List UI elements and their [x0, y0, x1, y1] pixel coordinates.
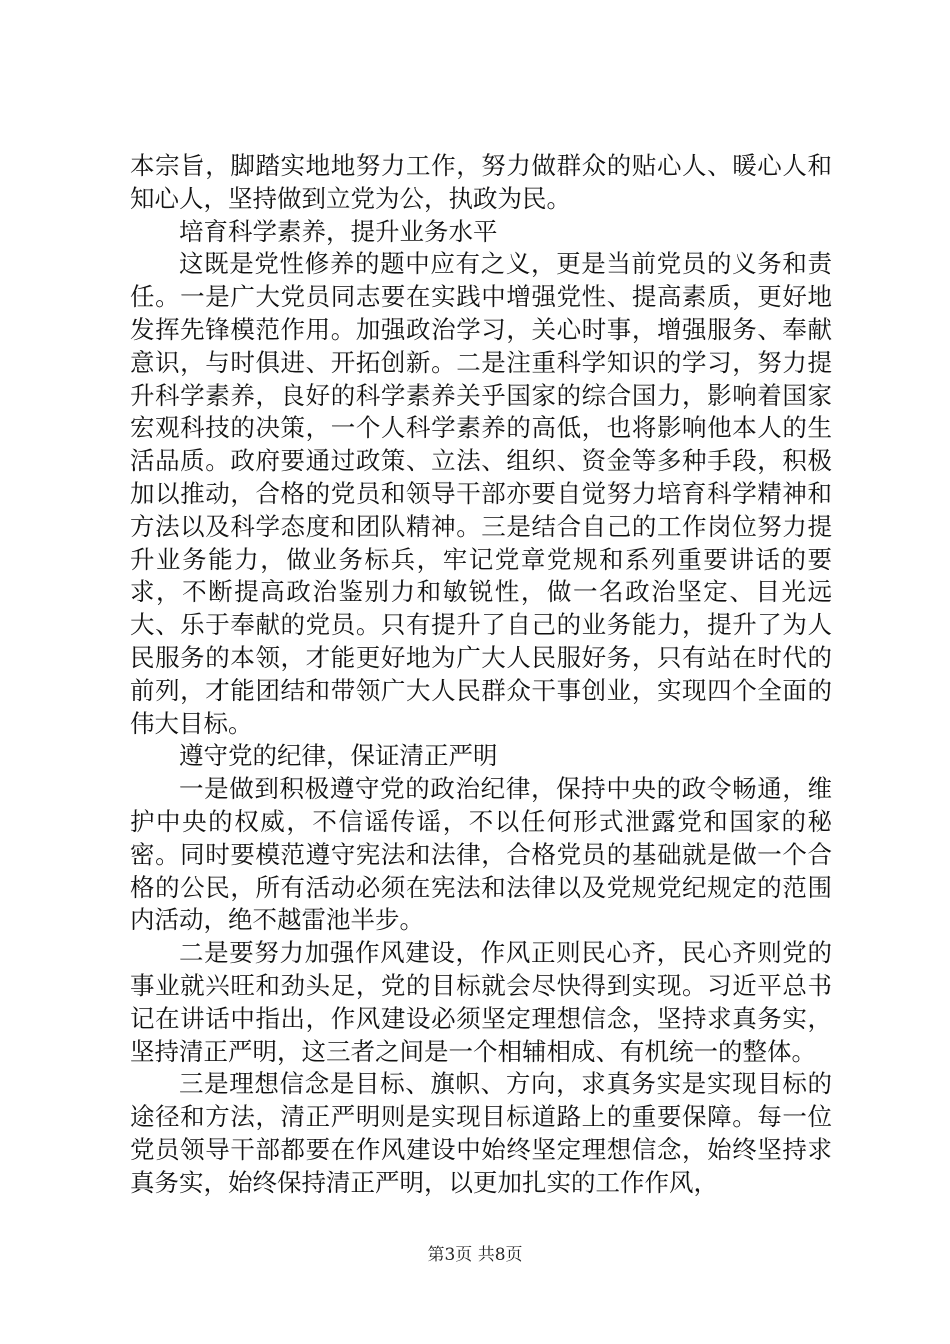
section-heading-science: 培育科学素养，提升业务水平: [179, 216, 498, 246]
section-heading-discipline: 遵守党的纪律，保证清正严明: [179, 741, 498, 771]
paragraph-discipline-1: 一是做到积极遵守党的政治纪律，保持中央的政令畅通，维护中央的权威，不信谣传谣，不以任何形式泄露党和国家的秘密。同时要模范遵守宪法和法律，合格党员的基础就是做一个合格的公民，所有活动必须在宪法和法律以及党规党纪规定的范围内活动，绝不越雷池半步。: [130, 774, 832, 935]
document-body: [130, 150, 832, 1200]
page-footer: [0, 1240, 950, 1265]
page-number: 第3页 共8页: [427, 1245, 523, 1265]
paragraph-discipline-2: 二是要努力加强作风建设，作风正则民心齐，民心齐则党的事业就兴旺和劲头足，党的目标就会尽快得到实现。习近平总书记在讲话中指出，作风建设必须坚定理想信念，坚持求真务实，坚持清正严明，这三者之间是一个相辅相成、有机统一的整体。: [130, 938, 832, 1066]
paragraph-continuation: 本宗旨，脚踏实地地努力工作，努力做群众的贴心人、暖心人和知心人，坚持做到立党为公，执政为民。: [130, 151, 832, 213]
paragraph-discipline-3: 三是理想信念是目标、旗帜、方向，求真务实是实现目标的途径和方法，清正严明则是实现目标道路上的重要保障。每一位党员领导干部都要在作风建设中始终坚定理想信念，始终坚持求真务实，始终保持清正严明，以更加扎实的工作作风，: [130, 1069, 832, 1197]
paragraph-science: 这既是党性修养的题中应有之义，更是当前党员的义务和责任。一是广大党员同志要在实践中增强党性、提高素质，更好地发挥先锋模范作用。加强政治学习，关心时事，增强服务、奉献意识，与时俱进、开拓创新。二是注重科学知识的学习，努力提升科学素养，良好的科学素养关乎国家的综合国力，影响着国家宏观科技的决策，一个人科学素养的高低，也将影响他本人的生活品质。政府要通过政策、立法、组织、资金等多种手段，积极加以推动，合格的党员和领导干部亦要自觉努力培育科学精神和方法以及科学态度和团队精神。三是结合自己的工作岗位努力提升业务能力，做业务标兵，牢记党章党规和系列重要讲话的要求，不断提高政治鉴别力和敏锐性，做一名政治坚定、目光远大、乐于奉献的党员。只有提升了自己的业务能力，提升了为人民服务的本领，才能更好地为广大人民服好务，只有站在时代的前列，才能团结和带领广大人民群众干事创业，实现四个全面的伟大目标。: [130, 249, 832, 738]
